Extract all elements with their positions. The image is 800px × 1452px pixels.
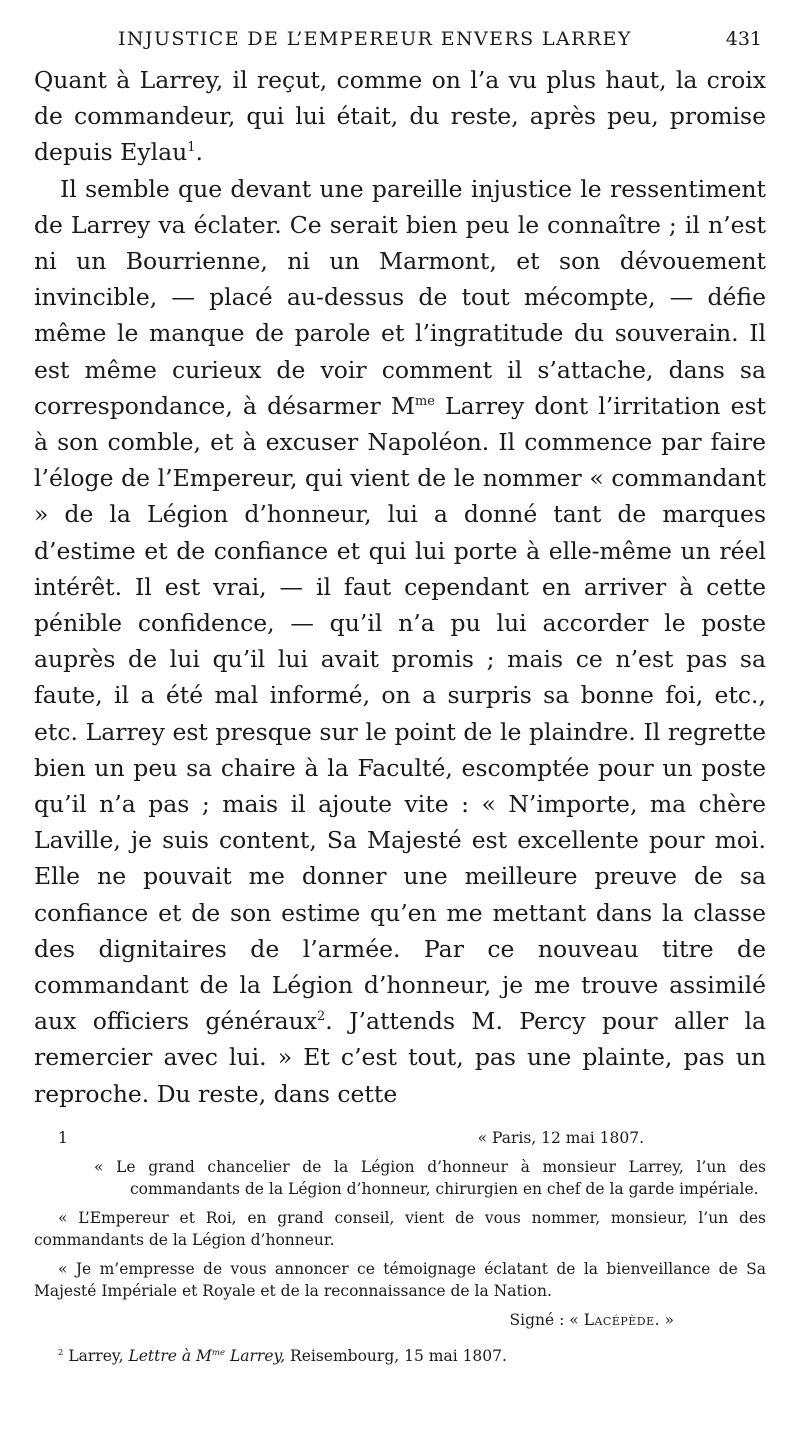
page-number: 431 bbox=[725, 28, 762, 50]
footnote-ref-1: 1 bbox=[187, 140, 196, 156]
paragraph-2-text-a: Il semble que devant une pareille injustice le ressentiment de Larrey va éclater. Ce serait bien peu le connaître ; il n’est ni un Bourrienne, ni un Marmont, et son dévouement invincible, — placé au-dessus de tout mécompte, — défie même le manque de parole et l’ingratitude du souverain. Il est même curieux de voir comment il s’attache, dans sa correspondance, à désarmer M bbox=[34, 174, 766, 420]
paragraph-2 bbox=[34, 171, 766, 1112]
footnote-ref-2: 2 bbox=[317, 1009, 326, 1025]
footnote-2-title-superscript: me bbox=[211, 1348, 226, 1359]
signature-suffix: . » bbox=[654, 1310, 674, 1329]
paragraph-2-text-c: . J’attends M. Percy pour aller la remercier avec lui. » Et c’est tout, pas une plainte, pas un reproche. Du reste, dans cette bbox=[34, 1007, 766, 1108]
running-title: INJUSTICE DE L’EMPEREUR ENVERS LARREY bbox=[118, 28, 632, 50]
main-text bbox=[34, 62, 766, 1112]
paragraph-1-text: Quant à Larrey, il reçut, comme on l’a vu plus haut, la croix de commandeur, qui lui était, du reste, après peu, promise depuis Eylau bbox=[34, 66, 766, 167]
footnote-2-title bbox=[128, 1347, 285, 1365]
paragraph-1-end: . bbox=[195, 138, 203, 167]
footnote-1-marker: 1 bbox=[58, 1129, 68, 1147]
footnote-1-signature bbox=[34, 1309, 766, 1332]
footnote-2-title-a: Lettre à M bbox=[128, 1347, 212, 1365]
footnote-1-paragraph-1: « L’Empereur et Roi, en grand conseil, vient de vous nommer, monsieur, l’un des commandants de la Légion d’honneur. bbox=[34, 1208, 766, 1249]
running-header bbox=[34, 28, 766, 62]
footnote-1-dateline: « Paris, 12 mai 1807. bbox=[477, 1129, 644, 1147]
footnote-2 bbox=[34, 1345, 766, 1368]
footnote-1-paragraph-2: « Je m’empresse de vous annoncer ce témoignage éclatant de la bienveillance de Sa Majesté Impériale et Royale et de la reconnaissance de la Nation. bbox=[34, 1259, 766, 1300]
signature-name: Lacépède bbox=[583, 1310, 655, 1329]
paragraph-2-text-b: Larrey dont l’irritation est à son comble, et à excuser Napoléon. Il commence par faire l’éloge de l’Empereur, qui vient de le nommer « commandant » de la Légion d’honneur, lui a donné tant de marques d’estime et de confiance et qui lui porte à elle-même un réel intérêt. Il est vrai, — il faut cependant en arriver à cette pénible confidence, — qu’il n’a pu lui accorder le poste auprès de lui qu’il lui avait promis ; mais ce n’est pas sa faute, il a été mal informé, on a surpris sa bonne foi, etc., etc. Larrey est presque sur le point de le plaindre. Il regrette bien un peu sa chaire à la Faculté, escomptée pour un poste qu’il n’a pas ; mais il ajoute vite : « N’importe, ma chère Laville, je suis content, Sa Majesté est excellente pour moi. Elle ne pouvait me donner une meilleure preuve de sa confiance et de son estime qu’en me mettant dans la classe des dignitaires de l’armée. Par ce nouveau titre de commandant de la Légion d’honneur, je me trouve assimilé aux officiers généraux bbox=[34, 391, 766, 1036]
footnote-1-letter-head: « Le grand chancelier de la Légion d’honneur à monsieur Larrey, l’un des commandants de la Légion d’honneur, chirurgien en chef de la garde impériale. bbox=[94, 1157, 766, 1198]
mme-superscript: me bbox=[414, 393, 435, 409]
footnote-2-marker: 2 bbox=[58, 1348, 64, 1359]
footnote-2-rest: Reisembourg, 15 mai 1807. bbox=[285, 1347, 507, 1365]
footnote-2-author: Larrey, bbox=[63, 1347, 129, 1365]
signature-prefix: Signé : « bbox=[509, 1310, 584, 1329]
paragraph-1 bbox=[34, 62, 766, 171]
footnote-1-header bbox=[34, 1127, 766, 1150]
footnotes bbox=[34, 1127, 766, 1368]
footnote-2-title-b: Larrey, bbox=[225, 1347, 286, 1365]
page-content bbox=[34, 28, 766, 1112]
